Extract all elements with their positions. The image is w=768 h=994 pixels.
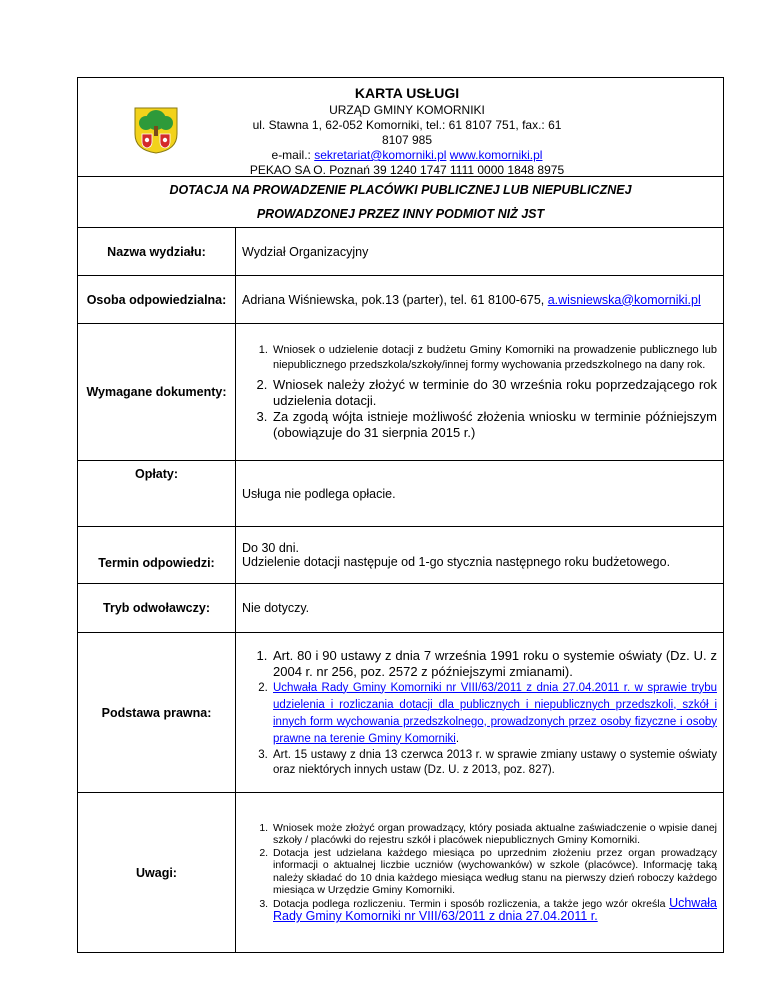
termin-line-1: Do 30 dni.	[242, 541, 299, 555]
uwagi-uchwala-link[interactable]: Uchwała Rady Gminy Komorniki nr VIII/63/2011 z dnia 27.04.2011 r.	[273, 895, 717, 923]
list-item: 1. Wniosek może złożyć organ prowadzący, który posiada aktualne zaświadczenie o wpisie danej szkoły / placówki do rejestru szkół i placówek niepublicznych Gminy Komorniki.	[271, 822, 717, 847]
list-item: 2. Wniosek należy złożyć w terminie do 30 września roku poprzedzającego rok udzielenia dotacji.	[271, 377, 717, 409]
service-card-table	[77, 77, 724, 953]
list-item: 1. Wniosek o udzielenie dotacji z budżetu Gminy Komorniki na prowadzenie publicznego lub niepublicznego przedszkola/szkoły/innej formy wychowania przedszkolnego na dany rok.	[271, 343, 717, 373]
row-dokumenty	[78, 324, 724, 461]
row-uwagi	[78, 793, 724, 953]
subject-line-1: DOTACJA NA PROWADZENIE PLACÓWKI PUBLICZNEJ LUB NIEPUBLICZNEJ	[169, 183, 632, 197]
list-item	[271, 897, 717, 924]
website-link[interactable]: www.komorniki.pl	[449, 148, 543, 162]
label-tryb: Tryb odwoławczy:	[78, 584, 236, 633]
list-item: 2. Dotacja jest udzielana każdego miesiąca po uprzednim złożeniu przez organ prowadzący informacji o aktualnej liczbie uczniów (wychowanków) w szkole (placówce). Informację taką należy składać do 10 dnia każdego miesiąca według stanu na pierwszy dzień roboczy każdego miesiąca w Urzędzie Gminy Komorniki.	[271, 847, 717, 897]
label-wydzial: Nazwa wydziału:	[78, 228, 236, 276]
office-name: URZĄD GMINY KOMORNIKI	[329, 103, 485, 117]
service-subject	[78, 177, 724, 228]
header-text-block	[248, 86, 566, 178]
label-osoba: Osoba odpowiedzialna:	[78, 276, 236, 324]
office-address: ul. Stawna 1, 62-052 Komorniki, tel.: 61 8107 751, fax.: 61 8107 985	[252, 118, 562, 147]
email-prefix: e-mail.:	[271, 148, 315, 162]
row-osoba	[78, 276, 724, 324]
value-podstawa	[236, 633, 724, 793]
row-wydzial	[78, 228, 724, 276]
email-link[interactable]: sekretariat@komorniki.pl	[314, 148, 447, 162]
value-osoba	[236, 276, 724, 324]
termin-line-2: Udzielenie dotacji następuje od 1-go stycznia następnego roku budżetowego.	[242, 555, 671, 569]
list-item: 3. Art. 15 ustawy z dnia 13 czerwca 2013 r. w sprawie zmiany ustawy o systemie oświaty oraz niektórych innych ustaw (Dz. U. z 2013, poz. 827).	[271, 748, 717, 778]
uwagi-list	[236, 822, 723, 924]
osoba-details: Adriana Wiśniewska, pok.13 (parter), tel. 61 8100-675,	[242, 292, 548, 307]
row-podstawa	[78, 633, 724, 793]
bank-account: PEKAO SA O. Poznań 39 1240 1747 1111 0000 1848 8975	[249, 163, 565, 177]
dokumenty-list	[236, 343, 723, 441]
label-uwagi: Uwagi:	[78, 793, 236, 953]
label-dokumenty: Wymagane dokumenty:	[78, 324, 236, 461]
podstawa-list	[236, 648, 723, 778]
contact-line	[248, 148, 566, 163]
coat-of-arms-icon	[133, 106, 179, 154]
value-wydzial: Wydział Organizacyjny	[236, 228, 724, 276]
value-termin	[236, 527, 724, 584]
card-title: KARTA USŁUGI	[354, 85, 460, 101]
list-item	[271, 680, 717, 748]
uchwala-link[interactable]: Uchwała Rady Gminy Komorniki nr VIII/63/2011 z dnia 27.04.2011 r. w sprawie trybu udzielenia i rozliczania dotacji dla publicznych i niepublicznych przedszkoli, szkół i innych form wychowania przedszkolnego, prowadzonych przez osoby fizyczne i osoby prawne na terenie Gminy Komorniki	[273, 681, 717, 745]
list-item: 1. Art. 80 i 90 ustawy z dnia 7 września 1991 roku o systemie oświaty (Dz. U. z 2004 r. nr 256, poz. 2572 z późniejszymi zmianami).	[271, 648, 717, 680]
label-podstawa: Podstawa prawna:	[78, 633, 236, 793]
row-oplaty	[78, 461, 724, 527]
value-uwagi	[236, 793, 724, 953]
label-oplaty: Opłaty:	[78, 461, 236, 527]
value-tryb: Nie dotyczy.	[236, 584, 724, 633]
uchwala-tail: .	[455, 732, 460, 745]
subject-line-2: PROWADZONEJ PRZEZ INNY PODMIOT NIŻ JST	[256, 207, 545, 221]
value-oplaty: Usługa nie podlega opłacie.	[236, 461, 724, 527]
label-termin: Termin odpowiedzi:	[78, 527, 236, 584]
uwagi-item3-text: Dotacja podlega rozliczeniu. Termin i sposób rozliczenia, a także jego wzór określa	[273, 897, 666, 910]
value-dokumenty	[236, 324, 724, 461]
row-tryb	[78, 584, 724, 633]
osoba-email-link[interactable]: a.wisniewska@komorniki.pl	[547, 292, 701, 307]
row-termin	[78, 527, 724, 584]
list-item: 3. Za zgodą wójta istnieje możliwość złożenia wniosku w terminie późniejszym (obowiązuje do 31 sierpnia 2015 r.)	[271, 409, 717, 441]
card-header	[78, 78, 724, 177]
